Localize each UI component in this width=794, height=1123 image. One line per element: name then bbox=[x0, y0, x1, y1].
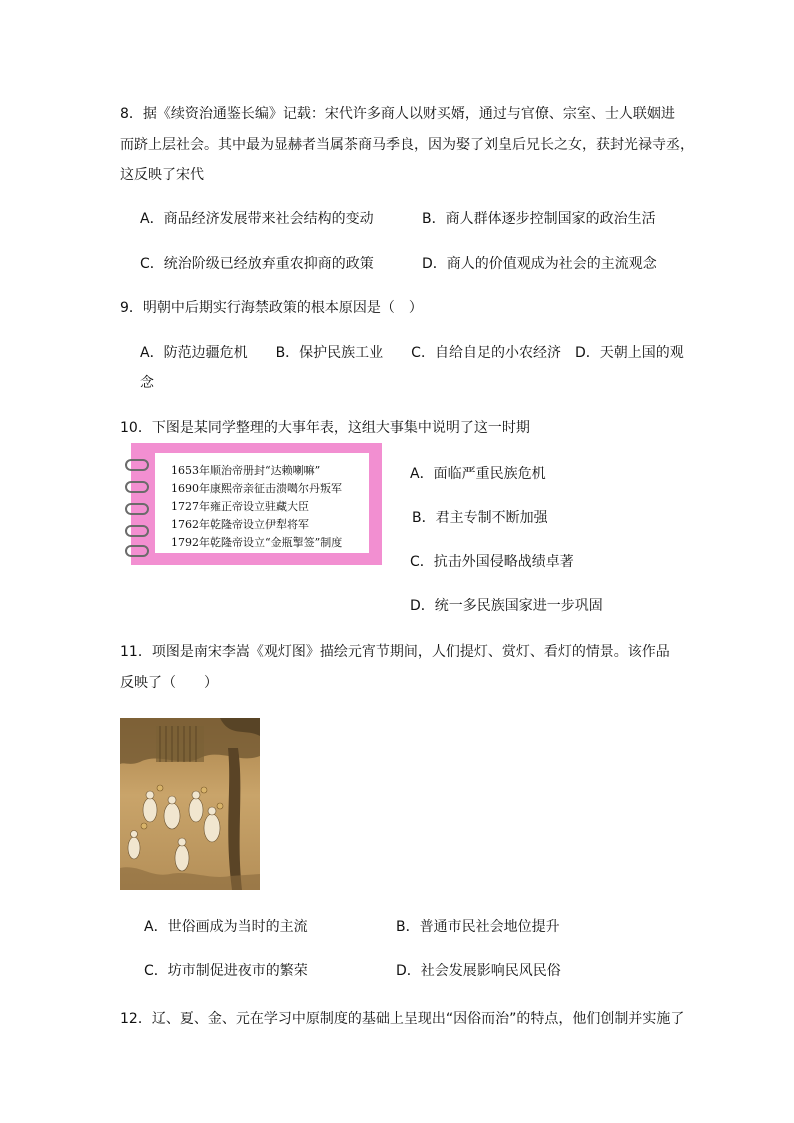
q11-stem-line-2: 反映了（ ） bbox=[120, 675, 218, 691]
binder-ring-icon bbox=[125, 545, 149, 557]
timeline-figure bbox=[131, 443, 382, 565]
q8-option-a: A．商品经济发展带来社会结构的变动 bbox=[140, 211, 374, 227]
q10-option-b: B．君主专制不断加强 bbox=[412, 510, 548, 526]
q8-stem-line-2: 而跻上层社会。其中最为显赫者当属茶商马季良，因为娶了刘皇后兄长之女，获封光禄寺丞， bbox=[120, 137, 694, 153]
timeline-entry: 1690年康熙帝亲征击溃噶尔丹叛军 bbox=[171, 482, 342, 495]
timeline-entry: 1653年顺治帝册封“达赖喇嘛” bbox=[171, 464, 321, 477]
q11-option-b: B．普通市民社会地位提升 bbox=[396, 919, 560, 935]
q9-stem: 9．明朝中后期实行海禁政策的根本原因是（ ） bbox=[120, 300, 423, 316]
binder-ring-icon bbox=[125, 481, 149, 493]
q12-stem: 12．辽、夏、金、元在学习中原制度的基础上呈现出“因俗而治”的特点，他们创制并实施了 bbox=[120, 1011, 685, 1027]
timeline-entry: 1727年雍正帝设立驻藏大臣 bbox=[171, 500, 309, 513]
lantern-painting-image bbox=[120, 718, 260, 890]
q8-stem-line-3: 这反映了宋代 bbox=[120, 167, 204, 183]
q8-option-c: C．统治阶级已经放弃重农抑商的政策 bbox=[140, 256, 374, 272]
q10-option-c: C．抗击外国侵略战绩卓著 bbox=[410, 554, 574, 570]
q11-stem-line-1: 11．项图是南宋李嵩《观灯图》描绘元宵节期间，人们提灯、赏灯、看灯的情景。该作品 bbox=[120, 644, 670, 660]
binder-ring-icon bbox=[125, 503, 149, 515]
q11-option-c: C．坊市制促进夜市的繁荣 bbox=[144, 963, 308, 979]
q10-stem: 10．下图是某同学整理的大事年表，这组大事集中说明了这一时期 bbox=[120, 420, 530, 436]
q8-option-b: B．商人群体逐步控制国家的政治生活 bbox=[422, 211, 656, 227]
binder-ring-icon bbox=[125, 525, 149, 537]
q10-option-d: D．统一多民族国家进一步巩固 bbox=[410, 598, 603, 614]
timeline-card bbox=[155, 453, 369, 553]
q11-option-a: A．世俗画成为当时的主流 bbox=[144, 919, 308, 935]
q9-options-line-1: A．防范边疆危机 B．保护民族工业 C．自给自足的小农经济 D．天朝上国的观 bbox=[140, 345, 684, 361]
q8-stem-line-1: 8．据《续资治通鉴长编》记载：宋代许多商人以财买婿，通过与官僚、宗室、士人联姻进 bbox=[120, 106, 675, 122]
timeline-entry: 1792年乾隆帝设立“金瓶掣签”制度 bbox=[171, 536, 343, 549]
timeline-entry: 1762年乾隆帝设立伊犁将军 bbox=[171, 518, 309, 531]
q9-options-line-2: 念 bbox=[140, 375, 154, 391]
q10-option-a: A．面临严重民族危机 bbox=[410, 466, 546, 482]
binder-ring-icon bbox=[125, 459, 149, 471]
q8-option-d: D．商人的价值观成为社会的主流观念 bbox=[422, 256, 657, 272]
q11-option-d: D．社会发展影响民风民俗 bbox=[396, 963, 561, 979]
